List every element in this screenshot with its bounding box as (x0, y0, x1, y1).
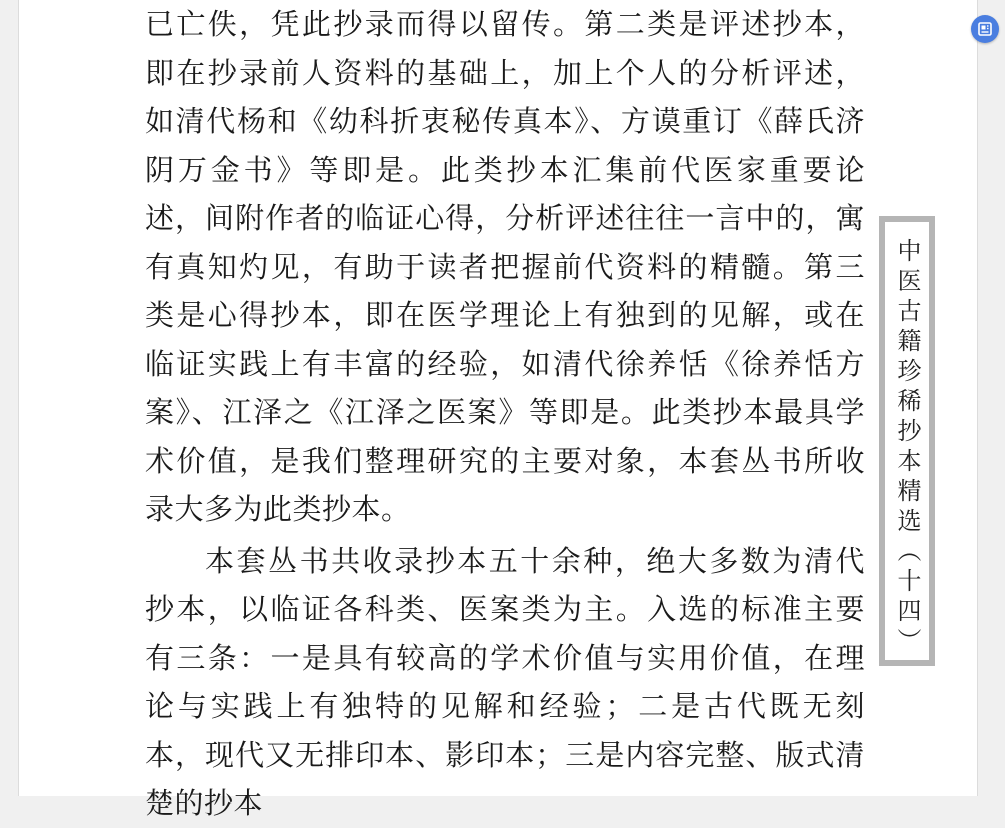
series-side-label (879, 216, 935, 666)
body-line-partial: 楚的抄本 (145, 786, 264, 820)
page-view-button[interactable] (971, 15, 999, 43)
document-body (145, 0, 865, 820)
document-page (18, 0, 978, 820)
body-line: 类是心得抄本，即在医学理论上有独到的见解，或在 (145, 298, 865, 332)
body-line: 已亡佚，凭此抄录而得以留传。第二类是评述抄本， (145, 7, 865, 41)
body-line: 临证实践上有丰富的经验，如清代徐养恬《徐养恬方 (145, 346, 865, 381)
body-line: 论与实践上有独特的见解和经验；二是古代既无刻 (145, 689, 865, 723)
page-view-icon (978, 22, 992, 36)
body-line: 录大多为此类抄本。 (145, 492, 411, 526)
body-line: 本，现代又无排印本、影印本；三是内容完整、版式清 (145, 737, 865, 772)
body-line: 有三条：一是具有较高的学术价值与实用价值，在理 (145, 640, 865, 675)
body-line: 如清代杨和《幼科折衷秘传真本》、方谟重订《薛氏济 (145, 104, 865, 138)
series-title: 中医古籍珍稀抄本精选（十四） (893, 238, 921, 658)
body-line: 即在抄录前人资料的基础上，加上个人的分析评述， (145, 55, 865, 90)
body-line: 抄本，以临证各科类、医案类为主。入选的标准主要 (145, 592, 865, 626)
body-line: 述，间附作者的临证心得，分析评述往往一言中的，寓 (145, 201, 865, 235)
body-line: 阴万金书》等即是。此类抄本汇集前代医家重要论 (145, 152, 865, 187)
body-line: 案》、江泽之《江泽之医案》等即是。此类抄本最具学 (145, 395, 865, 429)
body-line: 术价值，是我们整理研究的主要对象，本套丛书所收 (145, 443, 865, 478)
body-line-indented: 本套丛书共收录抄本五十余种，绝大多数为清代 (205, 543, 865, 578)
body-line: 有真知灼见，有助于读者把握前代资料的精髓。第三 (145, 249, 865, 284)
